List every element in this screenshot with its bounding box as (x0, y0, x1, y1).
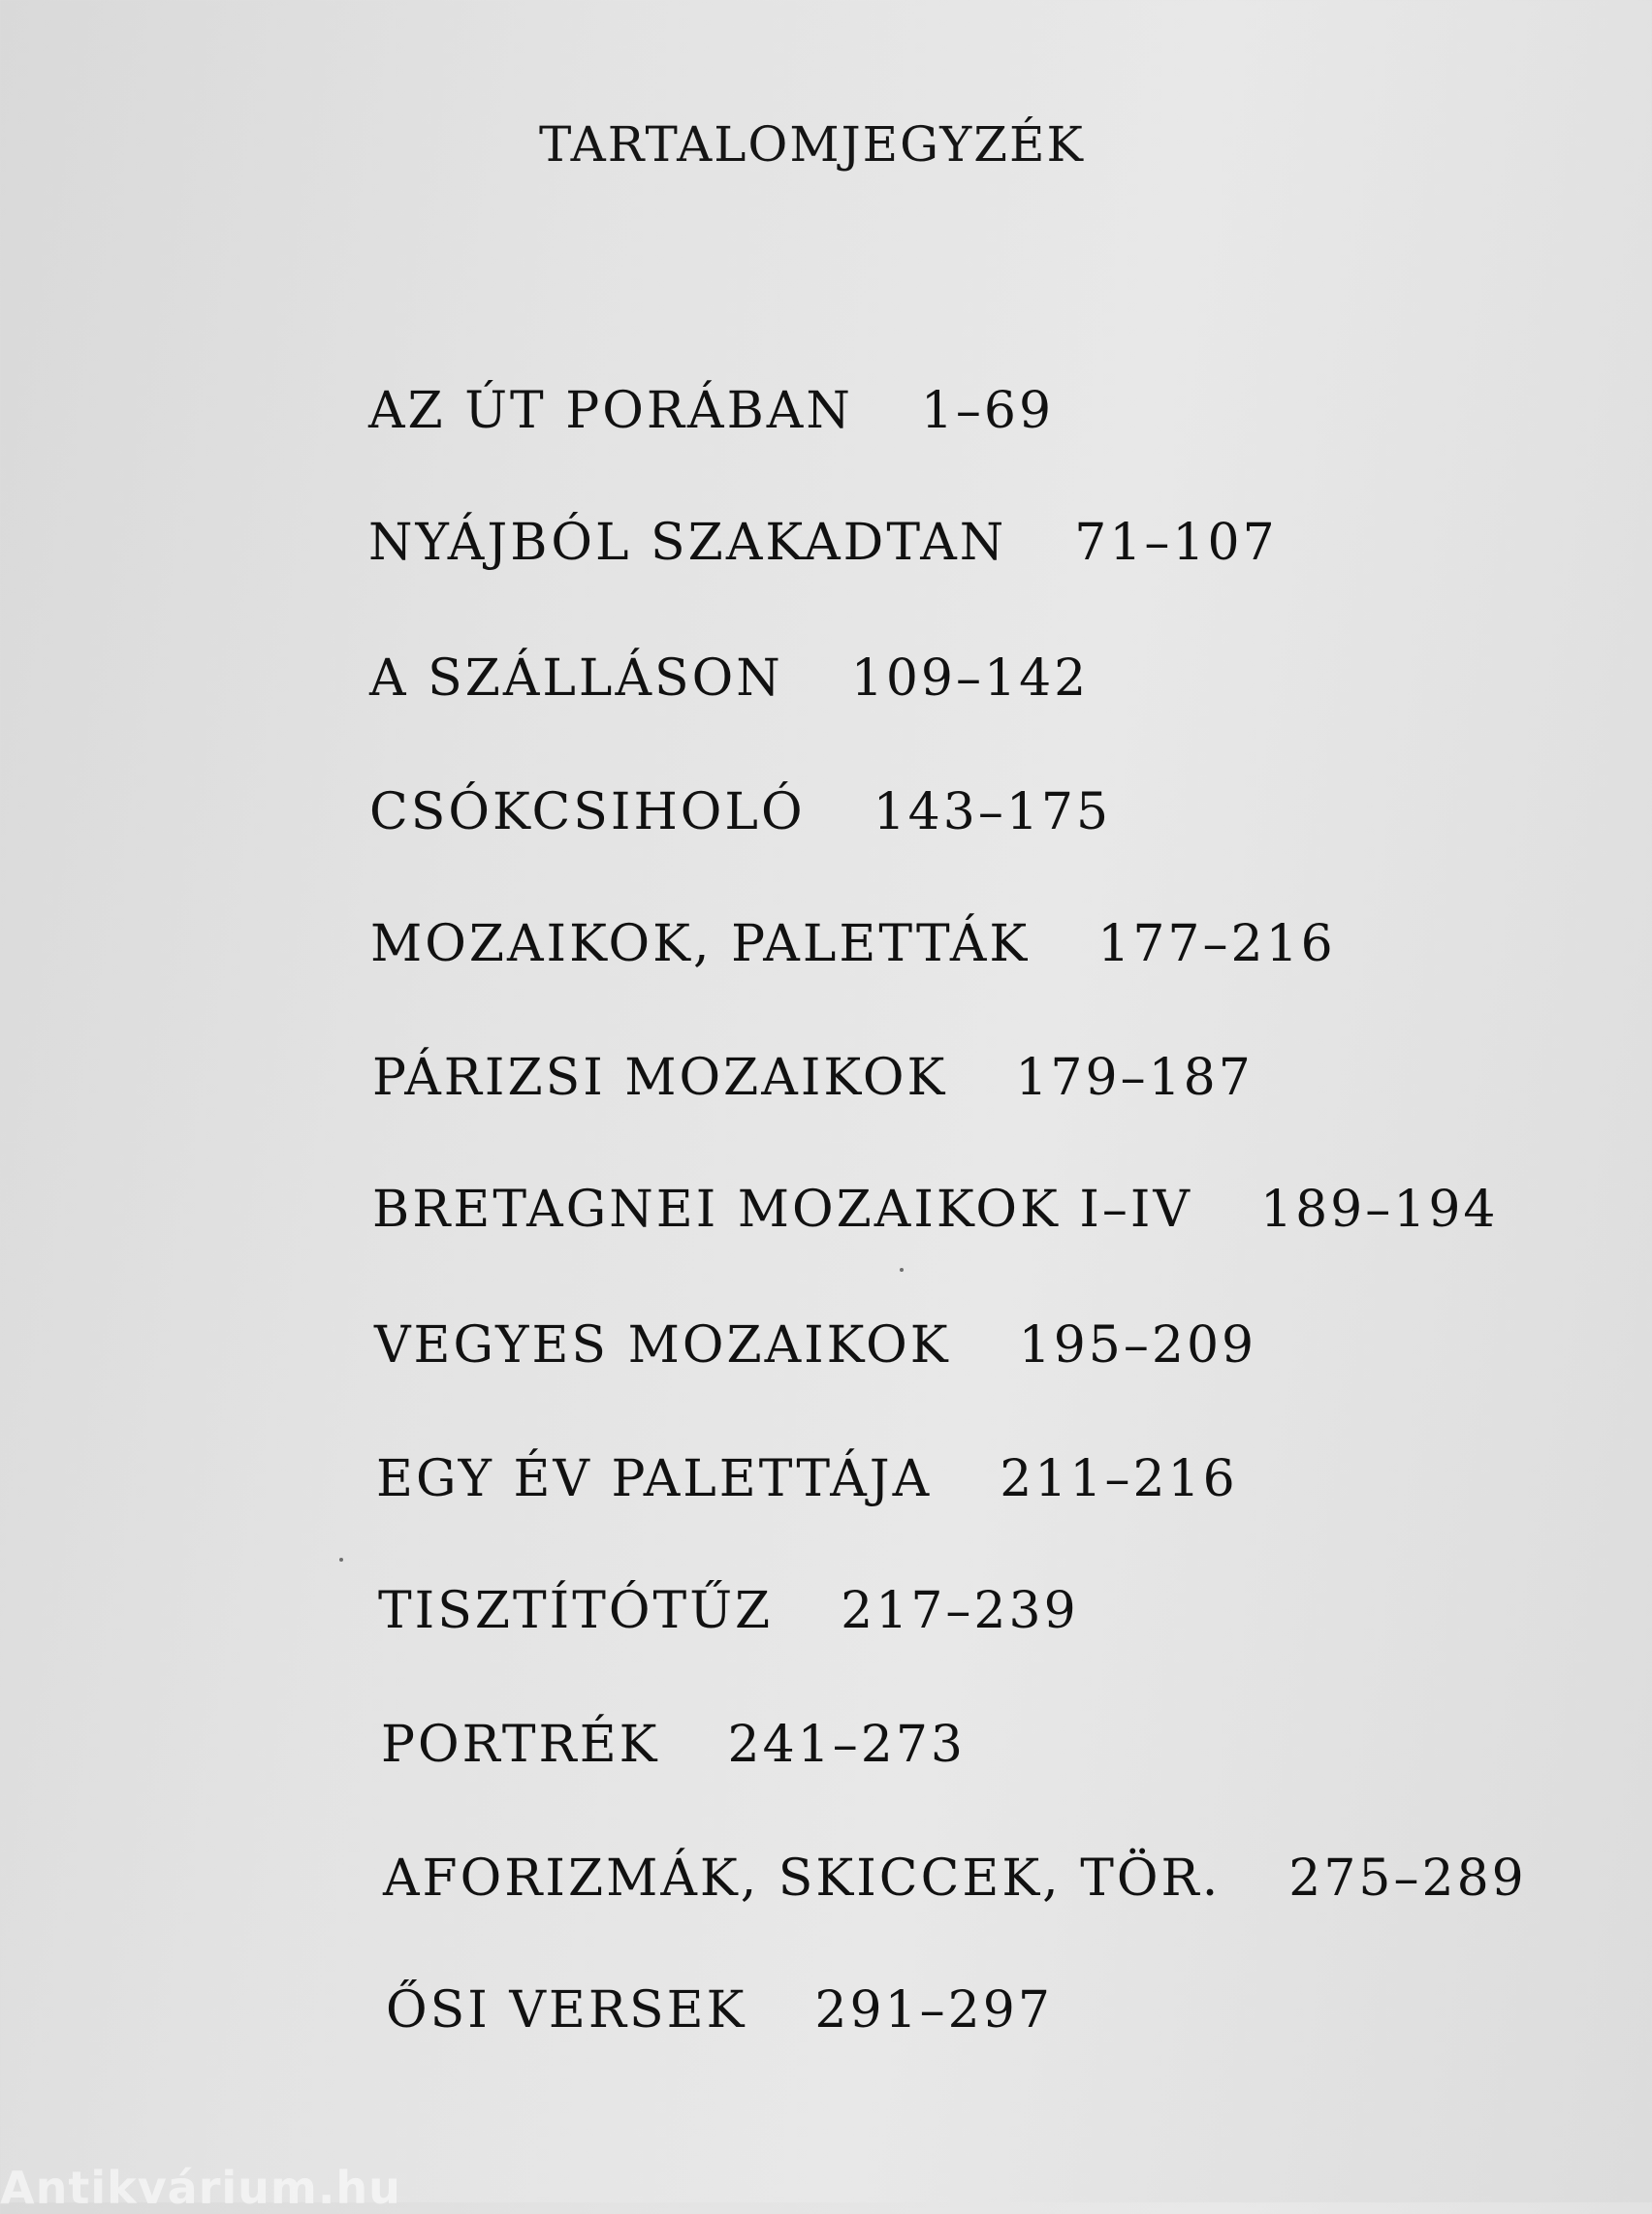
entry-title: ŐSI VERSEK (386, 1981, 747, 2040)
toc-entry (369, 649, 1090, 708)
toc-entry (372, 1181, 1499, 1239)
entry-title: VEGYES MOZAIKOK (374, 1316, 951, 1375)
page-title: TARTALOMJEGYZÉK (539, 116, 1085, 173)
entry-pages: 291–297 (814, 1981, 1053, 2040)
entry-title: MOZAIKOK, PALETTÁK (370, 915, 1031, 973)
entry-pages: 195–209 (1018, 1316, 1257, 1375)
entry-pages: 217–239 (841, 1582, 1079, 1640)
toc-entry (378, 1582, 1079, 1640)
toc-entry (383, 1850, 1527, 1908)
paper-speck (339, 1558, 343, 1562)
toc-entry (368, 382, 1055, 440)
entry-pages: 211–216 (1000, 1450, 1238, 1508)
entry-pages: 179–187 (1015, 1049, 1254, 1107)
entry-title: BRETAGNEI MOZAIKOK I–IV (372, 1181, 1192, 1239)
toc-entry (374, 1316, 1257, 1375)
toc-entry (386, 1981, 1053, 2040)
entry-pages: 189–194 (1259, 1181, 1499, 1239)
watermark: Antikvárium.hu (0, 2162, 401, 2214)
entry-pages: 241–273 (727, 1716, 967, 1774)
entry-title: AFORIZMÁK, SKICCEK, TÖR. (383, 1850, 1222, 1908)
toc-entry (376, 1450, 1238, 1508)
entry-pages: 275–289 (1288, 1850, 1527, 1908)
entry-title: PORTRÉK (381, 1716, 660, 1774)
entry-title: TISZTÍTÓTŰZ (378, 1582, 774, 1640)
entry-title: NYÁJBÓL SZAKADTAN (368, 514, 1007, 572)
toc-entry (368, 514, 1278, 572)
toc-entry (370, 915, 1336, 973)
entry-pages: 177–216 (1097, 915, 1336, 973)
toc-entry (381, 1716, 967, 1774)
entry-title: A SZÁLLÁSON (369, 649, 783, 708)
toc-entry (369, 783, 1112, 841)
entry-pages: 71–107 (1074, 514, 1278, 572)
entry-pages: 1–69 (920, 382, 1055, 440)
entry-pages: 143–175 (873, 783, 1112, 841)
entry-title: AZ ÚT PORÁBAN (368, 382, 853, 440)
toc-entry (372, 1049, 1254, 1107)
paper-speck (900, 1268, 904, 1272)
entry-title: CSÓKCSIHOLÓ (369, 783, 806, 841)
entry-title: EGY ÉV PALETTÁJA (376, 1450, 933, 1508)
entry-pages: 109–142 (850, 649, 1090, 708)
entry-title: PÁRIZSI MOZAIKOK (372, 1049, 948, 1107)
